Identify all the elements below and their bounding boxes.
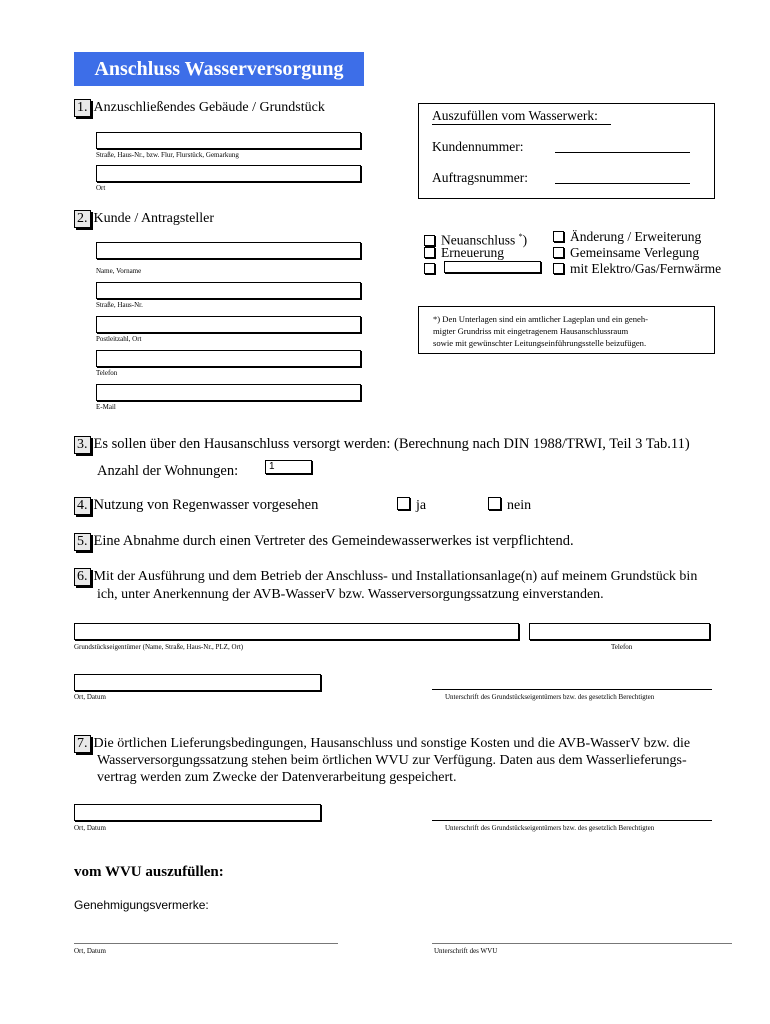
plz-ort-caption: Postleitzahl, Ort [96, 335, 142, 343]
footnote-paren: ) [522, 232, 528, 248]
option-label: ja [416, 498, 427, 513]
owner-input[interactable] [74, 623, 519, 640]
auftragsnummer-label: Auftragsnummer: [432, 170, 528, 185]
checkbox[interactable] [397, 497, 410, 510]
section-number: 5. [74, 533, 91, 551]
section-label: Mit der Ausführung und dem Betrieb der Anschluss- und Installationsanlage(n) auf meinem Grundstück bin [93, 569, 698, 584]
option-other-input[interactable] [444, 261, 541, 273]
building-street-input[interactable] [96, 132, 361, 149]
section-number: 6. [74, 568, 91, 586]
footnote-box: *) Den Unterlagen sind ein amtlicher Lageplan und ein geneh- migter Grundriss mit eingetragenem Hausanschlussraum sowie mit gewünschter Leitungseinführungsstelle beizufügen. [418, 306, 715, 354]
section-7-line3: vertrag werden zum Zwecke der Datenverarbeitung gespeichert. [97, 770, 457, 785]
kundennummer-field[interactable] [555, 152, 690, 153]
wvu-ort-datum-line[interactable] [74, 943, 338, 944]
auftragsnummer-field[interactable] [555, 183, 690, 184]
option-label: Gemeinsame Verlegung [570, 245, 700, 260]
option-elektro[interactable] [553, 261, 721, 277]
wvu-ort-datum-caption: Ort, Datum [74, 947, 106, 955]
regenwasser-nein[interactable] [488, 497, 531, 514]
signature-line[interactable] [432, 689, 712, 690]
owner-caption: Grundstückseigentümer (Name, Straße, Haus-Nr., PLZ, Ort) [74, 643, 244, 651]
email-input[interactable] [96, 384, 361, 401]
option-label: nein [507, 498, 532, 513]
option-label: Änderung / Erweiterung [570, 229, 702, 244]
ort-datum-caption-2: Ort, Datum [74, 824, 106, 832]
signature-caption: Unterschrift des Grundstückseigentümers bzw. des gesetzlich Berechtigten [445, 693, 655, 701]
telefon-caption: Telefon [96, 369, 118, 377]
wasserwerk-heading-underline [432, 124, 611, 125]
section-number: 4. [74, 497, 91, 515]
option-label: mit Elektro/Gas/Fernwärme [570, 261, 722, 276]
form-title: Anschluss Wasserversorgung [74, 52, 364, 86]
option-label: Neuanschluss [441, 232, 516, 248]
wohnungen-label: Anzahl der Wohnungen: [97, 463, 239, 479]
section-5-heading [74, 532, 574, 551]
signature-caption-2: Unterschrift des Grundstückseigentümers bzw. des gesetzlich Berechtigten [445, 824, 655, 832]
section-label: Nutzung von Regenwasser vorgesehen [93, 497, 319, 513]
section-7-heading [74, 735, 690, 753]
checkbox[interactable] [424, 235, 435, 246]
section-6-heading [74, 568, 697, 586]
option-aenderung[interactable] [553, 229, 701, 245]
plz-ort-input[interactable] [96, 316, 361, 333]
section-4-heading [74, 496, 318, 515]
building-street-caption: Straße, Haus-Nr., bzw. Flur, Flurstück, Gemarkung [96, 151, 239, 159]
checkbox[interactable] [553, 231, 564, 242]
section-number: 3. [74, 436, 91, 454]
section-label: Kunde / Antragsteller [93, 211, 215, 226]
street-input[interactable] [96, 282, 361, 299]
section-label: Eine Abnahme durch einen Vertreter des Gemeindewasserwerkes ist verpflichtend. [93, 533, 574, 549]
owner-telefon-input[interactable] [529, 623, 710, 640]
checkbox[interactable] [553, 247, 564, 258]
ort-datum-input[interactable] [74, 674, 321, 691]
ort-datum-input-2[interactable] [74, 804, 321, 821]
option-gemeinsam[interactable] [553, 245, 699, 261]
option-other[interactable] [424, 261, 441, 277]
name-input[interactable] [96, 242, 361, 259]
wvu-heading: vom WVU auszufüllen: [74, 864, 224, 880]
genehmigung-label: Genehmigungsvermerke: [74, 898, 209, 912]
section-3-heading [74, 435, 690, 454]
section-label: Anzuschließendes Gebäude / Grundstück [93, 100, 325, 115]
email-caption: E-Mail [96, 403, 116, 411]
section-number: 7. [74, 735, 91, 753]
checkbox[interactable] [553, 263, 564, 274]
building-ort-input[interactable] [96, 165, 361, 182]
section-2-heading [74, 210, 214, 228]
section-1-heading [74, 99, 325, 117]
signature-line-2[interactable] [432, 820, 712, 821]
checkbox[interactable] [488, 497, 501, 510]
building-ort-caption: Ort [96, 184, 106, 192]
section-label: Es sollen über den Hausanschluss versorgt werden: (Berechnung nach DIN 1988/TRWI, Teil 3 Tab.11) [93, 436, 690, 452]
wohnungen-input[interactable]: 1 [265, 460, 312, 474]
wasserwerk-heading: Auszufüllen vom Wasserwerk: [432, 108, 598, 123]
wasserwerk-panel [418, 103, 715, 199]
option-erneuerung[interactable] [424, 245, 504, 261]
section-label: Die örtlichen Lieferungsbedingungen, Hausanschluss und sonstige Kosten und die AVB-WasserV bzw. die [93, 736, 691, 751]
wvu-signature-line[interactable] [432, 943, 732, 944]
ort-datum-caption: Ort, Datum [74, 693, 106, 701]
footnote-marker: * [518, 232, 523, 241]
telefon-input[interactable] [96, 350, 361, 367]
checkbox[interactable] [424, 263, 435, 274]
wvu-signature-caption: Unterschrift des WVU [434, 947, 498, 955]
owner-telefon-caption: Telefon [611, 643, 633, 651]
street-caption: Straße, Haus-Nr. [96, 301, 143, 309]
kundennummer-label: Kundennummer: [432, 139, 524, 154]
section-number: 1. [74, 99, 91, 117]
section-6-line2: ich, unter Anerkennung der AVB-WasserV bzw. Wasserversorgungssatzung einverstanden. [97, 587, 604, 602]
checkbox[interactable] [424, 247, 435, 258]
section-7-line2: Wasserversorgungssatzung stehen beim örtlichen WVU zur Verfügung. Daten aus dem Wasserlieferungs- [97, 753, 687, 768]
section-number: 2. [74, 210, 91, 228]
name-caption: Name, Vorname [96, 267, 142, 275]
option-label: Erneuerung [441, 245, 504, 260]
regenwasser-ja[interactable] [397, 497, 426, 514]
